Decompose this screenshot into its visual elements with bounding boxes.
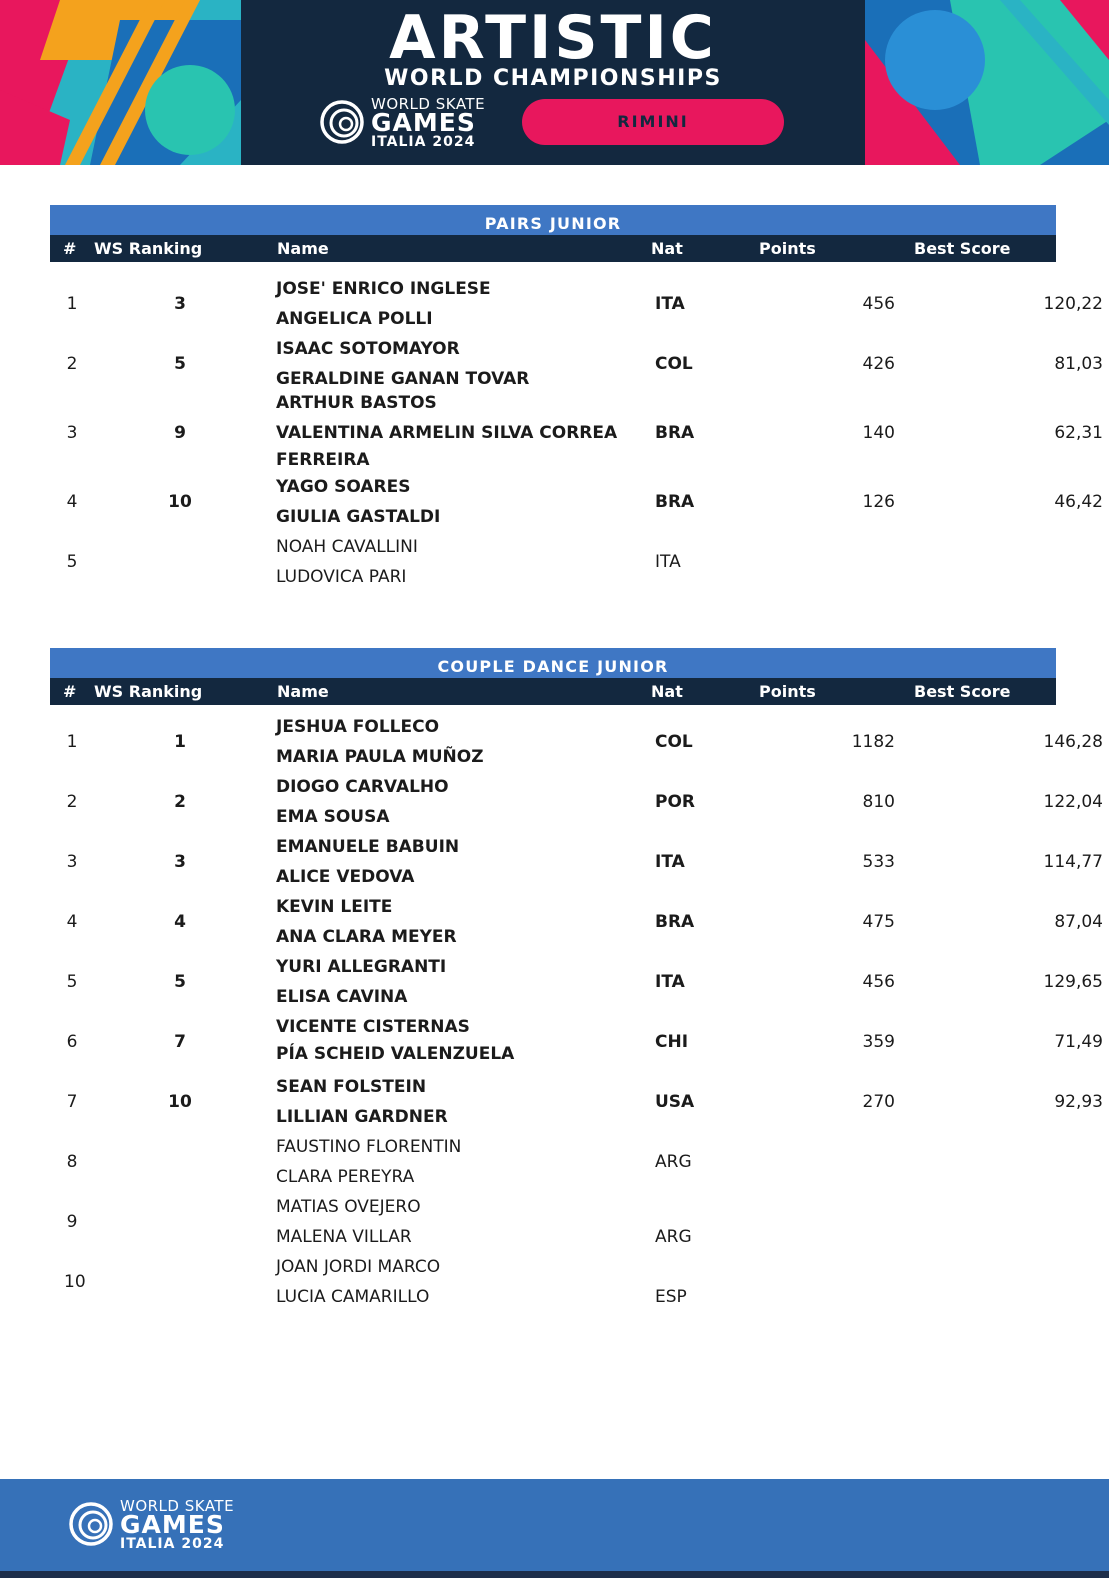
col-points: Points bbox=[759, 682, 816, 701]
table-row: 8 FAUSTINO FLORENTIN CLARA PEREYRA ARG bbox=[50, 1128, 1056, 1188]
table-row: 9 MATIAS OVEJERO MALENA VILLAR ARG bbox=[50, 1188, 1056, 1248]
col-pos: # bbox=[63, 682, 77, 701]
footer-stripe bbox=[0, 1571, 1109, 1578]
col-best-score: Best Score bbox=[914, 682, 1011, 701]
table-row: 3 3 EMANUELE BABUIN ALICE VEDOVA ITA 533 114,77 bbox=[50, 828, 1056, 888]
skater-name: VALENTINA ARMELIN SILVA CORREA bbox=[276, 423, 618, 443]
skater-name: PÍA SCHEID VALENZUELA bbox=[276, 1044, 515, 1064]
skater-name: YAGO SOARES bbox=[276, 477, 411, 497]
col-points: Points bbox=[759, 239, 816, 258]
col-ws-ranking: WS Ranking bbox=[94, 682, 203, 701]
skater-name: ARTHUR BASTOS bbox=[276, 393, 437, 413]
skater-name: ALICE VEDOVA bbox=[276, 867, 415, 887]
logo-world-skate: WORLD SKATE bbox=[371, 95, 486, 113]
skater-name: FAUSTINO FLORENTIN bbox=[276, 1137, 462, 1157]
table-row: 1 3 JOSE' ENRICO INGLESE ANGELICA POLLI ITA 456 120,22 bbox=[50, 274, 1056, 334]
col-name: Name bbox=[277, 682, 329, 701]
world-skate-games-logo bbox=[319, 95, 514, 155]
skater-name: NOAH CAVALLINI bbox=[276, 537, 418, 557]
skater-name: DIOGO CARVALHO bbox=[276, 777, 449, 797]
skater-name: JOAN JORDI MARCO bbox=[276, 1257, 441, 1277]
table-row: 10 JOAN JORDI MARCO LUCIA CAMARILLO ESP bbox=[50, 1248, 1056, 1308]
skater-name: JOSE' ENRICO INGLESE bbox=[276, 279, 491, 299]
pairs-junior-title: PAIRS JUNIOR bbox=[50, 205, 1056, 235]
skater-name: EMA SOUSA bbox=[276, 807, 390, 827]
couple-column-header bbox=[50, 678, 1056, 705]
swirl-logo-icon bbox=[68, 1501, 114, 1547]
skater-name: FERREIRA bbox=[276, 450, 370, 470]
championship-subtitle: WORLD CHAMPIONSHIPS bbox=[384, 66, 722, 91]
pairs-column-header bbox=[50, 235, 1056, 262]
skater-name: LUCIA CAMARILLO bbox=[276, 1287, 430, 1307]
skater-name: MARIA PAULA MUÑOZ bbox=[276, 747, 484, 767]
city-badge: RIMINI bbox=[522, 99, 784, 145]
banner-title-panel bbox=[241, 0, 865, 165]
skater-name: LILLIAN GARDNER bbox=[276, 1107, 448, 1127]
skater-name: JESHUA FOLLECO bbox=[276, 717, 440, 737]
header-banner bbox=[0, 0, 1109, 165]
logo-world-skate: WORLD SKATE bbox=[120, 1497, 235, 1515]
skater-name: ANA CLARA MEYER bbox=[276, 927, 457, 947]
footer-bar bbox=[0, 1479, 1109, 1578]
championship-title: ARTISTIC bbox=[389, 3, 717, 73]
skater-name: CLARA PEREYRA bbox=[276, 1167, 415, 1187]
col-best-score: Best Score bbox=[914, 239, 1011, 258]
skater-name: GIULIA GASTALDI bbox=[276, 507, 441, 527]
pairs-junior-table bbox=[50, 205, 1103, 587]
table-row: 4 10 YAGO SOARES GIULIA GASTALDI BRA 126 46,42 bbox=[50, 472, 1056, 532]
skater-name: ISAAC SOTOMAYOR bbox=[276, 339, 460, 359]
table-row: 1 1 JESHUA FOLLECO MARIA PAULA MUÑOZ COL 1182 146,28 bbox=[50, 708, 1056, 768]
table-row: 2 2 DIOGO CARVALHO EMA SOUSA POR 810 122,04 bbox=[50, 768, 1056, 828]
col-ws-ranking: WS Ranking bbox=[94, 239, 203, 258]
swirl-logo-icon bbox=[319, 99, 365, 145]
table-row: 5 NOAH CAVALLINI LUDOVICA PARI ITA bbox=[50, 532, 1056, 592]
skater-name: GERALDINE GANAN TOVAR bbox=[276, 369, 530, 389]
skater-name: KEVIN LEITE bbox=[276, 897, 393, 917]
skater-name: SEAN FOLSTEIN bbox=[276, 1077, 427, 1097]
logo-italia-2024: ITALIA 2024 bbox=[371, 134, 476, 150]
skater-name: YURI ALLEGRANTI bbox=[276, 957, 447, 977]
skater-name: ELISA CAVINA bbox=[276, 987, 408, 1007]
skater-name: VICENTE CISTERNAS bbox=[276, 1017, 470, 1037]
table-row: 3 9 ARTHUR BASTOS VALENTINA ARMELIN SILVA CORREA FERREIRA BRA 140 62,31 bbox=[50, 388, 1056, 472]
table-row: 7 10 SEAN FOLSTEIN LILLIAN GARDNER USA 270 92,93 bbox=[50, 1068, 1056, 1128]
skater-name: MATIAS OVEJERO bbox=[276, 1197, 421, 1217]
col-nat: Nat bbox=[651, 239, 683, 258]
col-nat: Nat bbox=[651, 682, 683, 701]
skater-name: EMANUELE BABUIN bbox=[276, 837, 460, 857]
col-pos: # bbox=[63, 239, 77, 258]
table-row: 6 7 VICENTE CISTERNAS PÍA SCHEID VALENZUELA CHI 359 71,49 bbox=[50, 1008, 1056, 1068]
skater-name: ANGELICA POLLI bbox=[276, 309, 433, 329]
couple-dance-junior-table bbox=[50, 648, 1103, 1307]
logo-games: GAMES bbox=[371, 108, 476, 137]
table-row: 5 5 YURI ALLEGRANTI ELISA CAVINA ITA 456 129,65 bbox=[50, 948, 1056, 1008]
logo-italia-2024: ITALIA 2024 bbox=[120, 1536, 225, 1552]
couple-dance-junior-title: COUPLE DANCE JUNIOR bbox=[50, 648, 1056, 678]
table-row: 2 5 ISAAC SOTOMAYOR GERALDINE GANAN TOVAR COL 426 81,03 bbox=[50, 334, 1056, 390]
col-name: Name bbox=[277, 239, 329, 258]
logo-games: GAMES bbox=[120, 1510, 225, 1539]
skater-name: LUDOVICA PARI bbox=[276, 567, 407, 587]
skater-name: MALENA VILLAR bbox=[276, 1227, 412, 1247]
footer-world-skate-games-logo bbox=[68, 1497, 263, 1557]
table-row: 4 4 KEVIN LEITE ANA CLARA MEYER BRA 475 87,04 bbox=[50, 888, 1056, 948]
